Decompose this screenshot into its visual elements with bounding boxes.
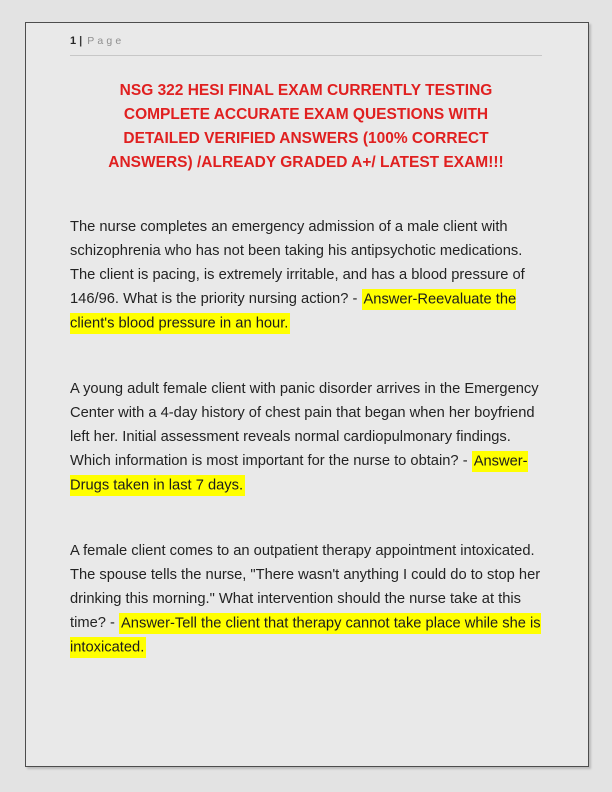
question-answer-block: [70, 377, 542, 497]
header-separator: |: [79, 35, 83, 47]
question-answer-block: [70, 539, 542, 659]
answer-separator: -: [462, 453, 468, 469]
title-line: DETAILED VERIFIED ANSWERS (100% CORRECT: [123, 130, 489, 147]
page-label: Page: [87, 35, 125, 47]
question-text: The nurse completes an emergency admission of a male client with schizophrenia who has not been taking his antipsychotic medications. The client is pacing, is extremely irritable, and has a blood pressure of 146/96. What is the priority nursing action?: [70, 219, 525, 307]
page-header: [70, 34, 542, 48]
question-answer-block: [70, 215, 542, 335]
answer-separator: -: [110, 615, 115, 631]
highlighted-answer: Answer-Drugs taken in last 7 days.: [70, 451, 528, 496]
document-title: [70, 79, 542, 175]
question-text: A young adult female client with panic disorder arrives in the Emergency Center with a 4-day history of chest pain that began when her boyfriend left her. Initial assessment reveals normal cardiopulmonary findings. Which information is most important for the nurse to obtain?: [70, 381, 539, 469]
highlighted-answer: Answer-Reevaluate the client's blood pressure in an hour.: [70, 289, 516, 334]
answer-separator: -: [352, 291, 358, 307]
document-page: [25, 22, 589, 767]
title-line: ANSWERS) /ALREADY GRADED A+/ LATEST EXAM!!!: [108, 154, 504, 171]
highlighted-answer: Answer-Tell the client that therapy cannot take place while she is intoxicated.: [70, 613, 541, 658]
header-rule: [70, 55, 542, 56]
title-line: COMPLETE ACCURATE EXAM QUESTIONS WITH: [123, 106, 489, 123]
question-text: A female client comes to an outpatient therapy appointment intoxicated. The spouse tells the nurse, "There wasn't anything I could do to stop her drinking this morning." What intervention should the nurse take at this time?: [70, 543, 541, 631]
page-number: 1: [70, 35, 77, 47]
title-line: NSG 322 HESI FINAL EXAM CURRENTLY TESTING: [119, 82, 493, 99]
